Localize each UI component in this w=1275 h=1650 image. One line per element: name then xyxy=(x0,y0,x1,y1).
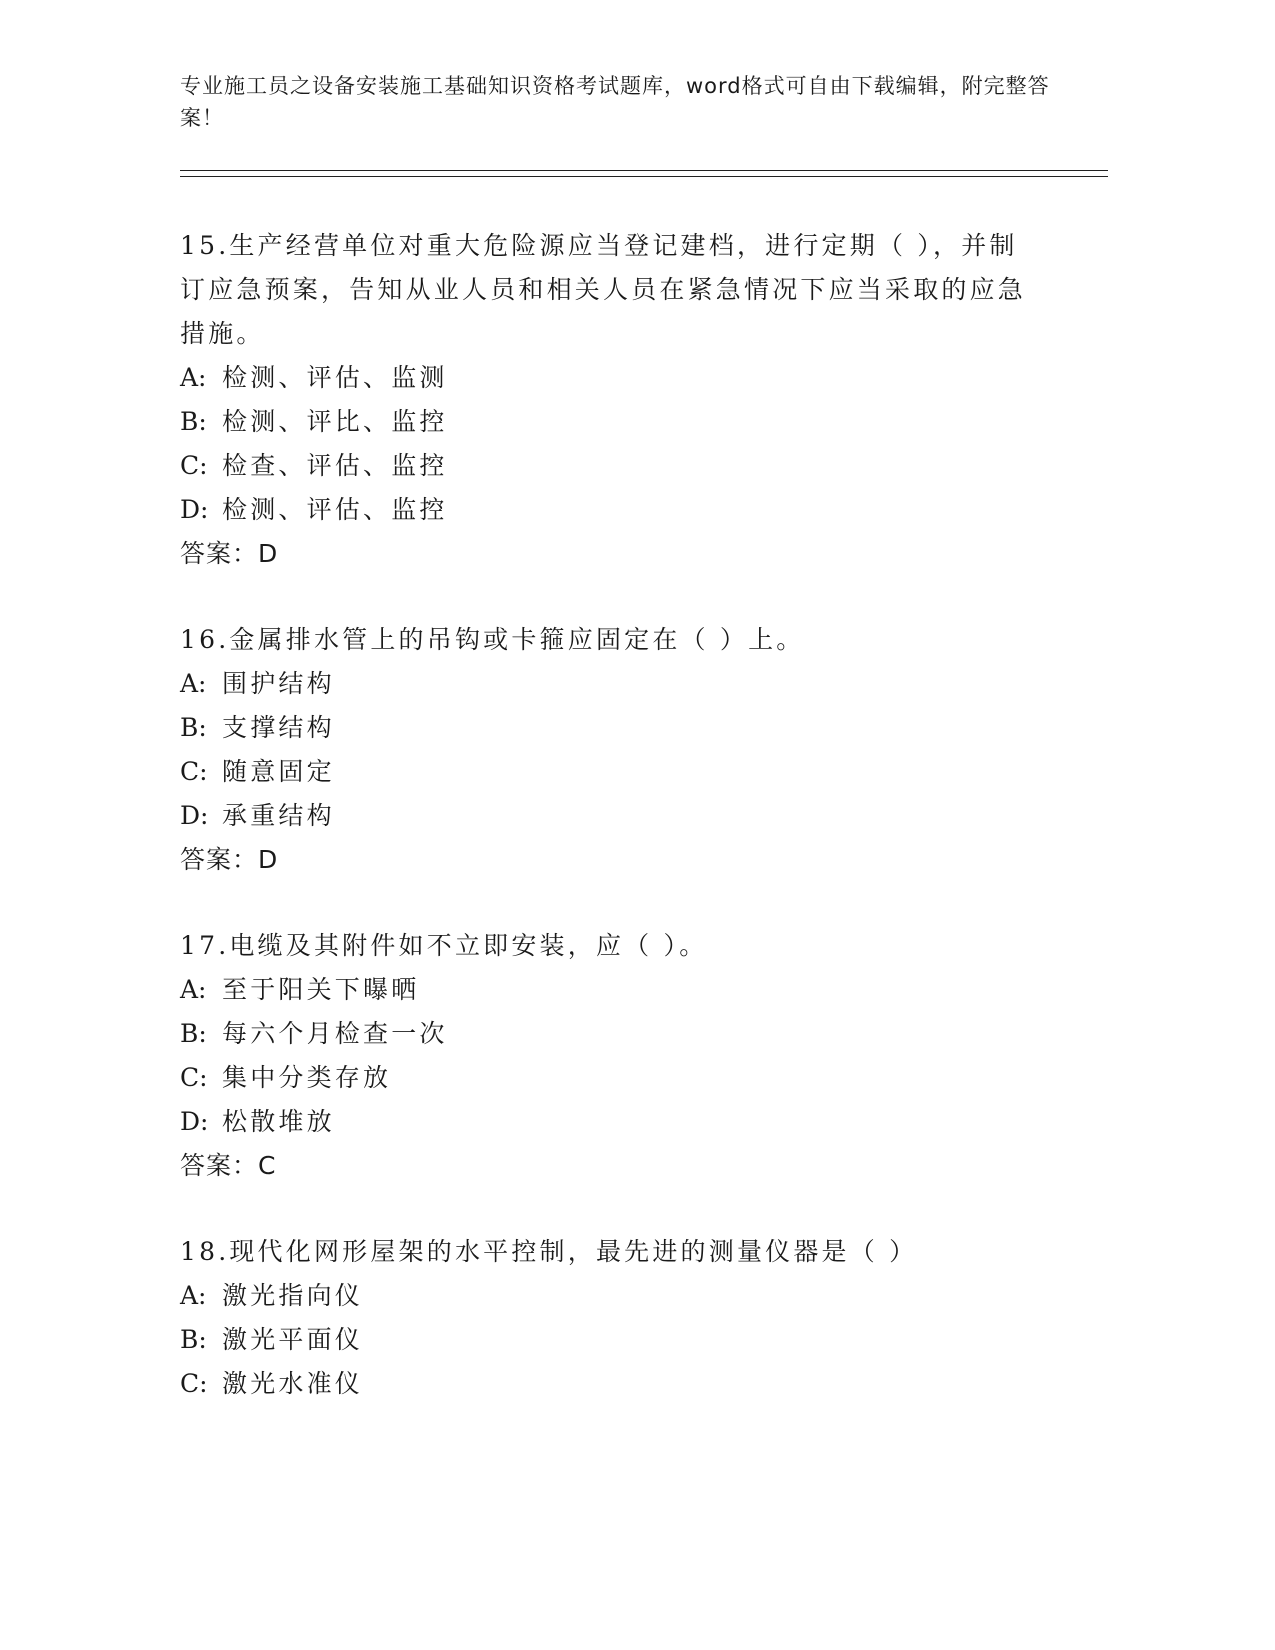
question-block xyxy=(180,1230,1040,1406)
answer-option xyxy=(180,662,1040,706)
answer-option xyxy=(180,1100,1040,1144)
option-text: 检测、评估、监测 xyxy=(222,363,448,392)
option-text: 松散堆放 xyxy=(222,1107,335,1136)
answer-option xyxy=(180,1362,1040,1406)
question-stem: 16.金属排水管上的吊钩或卡箍应固定在（ ）上。 xyxy=(180,625,805,654)
option-key: B: xyxy=(180,713,207,742)
question-list xyxy=(180,224,1040,1448)
question-stem: 17.电缆及其附件如不立即安装，应（ ）。 xyxy=(180,931,708,960)
option-text: 激光水准仪 xyxy=(222,1369,364,1398)
answer-option xyxy=(180,750,1040,794)
option-text: 围护结构 xyxy=(222,669,335,698)
question-block xyxy=(180,618,1040,882)
answer-option xyxy=(180,400,1040,444)
option-key: A: xyxy=(180,975,207,1004)
option-key: A: xyxy=(180,1281,207,1310)
option-key: C: xyxy=(180,757,208,786)
answer-option xyxy=(180,488,1040,532)
option-text: 激光指向仪 xyxy=(222,1281,364,1310)
option-key: A: xyxy=(180,669,207,698)
option-text: 至于阳关下曝晒 xyxy=(222,975,420,1004)
header-divider xyxy=(180,170,1108,171)
option-text: 检测、评比、监控 xyxy=(222,407,448,436)
option-text: 集中分类存放 xyxy=(222,1063,392,1092)
option-text: 每六个月检查一次 xyxy=(222,1019,448,1048)
option-key: B: xyxy=(180,407,207,436)
answer-option xyxy=(180,1318,1040,1362)
option-key: C: xyxy=(180,1063,208,1092)
answer-option xyxy=(180,444,1040,488)
option-text: 激光平面仪 xyxy=(222,1325,364,1354)
option-key: D: xyxy=(180,1107,209,1136)
option-text: 支撑结构 xyxy=(222,713,335,742)
option-key: C: xyxy=(180,1369,208,1398)
answer-option xyxy=(180,1274,1040,1318)
answer-key: 答案：D xyxy=(180,539,279,568)
question-stem: 18.现代化网形屋架的水平控制，最先进的测量仪器是（ ） xyxy=(180,1237,918,1266)
option-key: B: xyxy=(180,1325,207,1354)
answer-option xyxy=(180,968,1040,1012)
answer-key: 答案：D xyxy=(180,845,279,874)
option-text: 检测、评估、监控 xyxy=(222,495,448,524)
question-stem: 15.生产经营单位对重大危险源应当登记建档，进行定期（ ），并制订应急预案，告知从业人员和相关人员在紧急情况下应当采取的应急措施。 xyxy=(180,231,1027,348)
answer-option xyxy=(180,794,1040,838)
option-text: 随意固定 xyxy=(222,757,335,786)
answer-option xyxy=(180,356,1040,400)
answer-key: 答案：C xyxy=(180,1151,277,1180)
option-key: D: xyxy=(180,801,209,830)
option-text: 检查、评估、监控 xyxy=(222,451,448,480)
document-header: 专业施工员之设备安装施工基础知识资格考试题库，word格式可自由下载编辑，附完整答案！ xyxy=(180,74,1050,130)
header-divider xyxy=(180,176,1108,177)
option-key: C: xyxy=(180,451,208,480)
answer-option xyxy=(180,706,1040,750)
question-block xyxy=(180,224,1040,576)
option-text: 承重结构 xyxy=(222,801,335,830)
option-key: A: xyxy=(180,363,207,392)
option-key: D: xyxy=(180,495,209,524)
answer-option xyxy=(180,1012,1040,1056)
option-key: B: xyxy=(180,1019,207,1048)
question-block xyxy=(180,924,1040,1188)
answer-option xyxy=(180,1056,1040,1100)
